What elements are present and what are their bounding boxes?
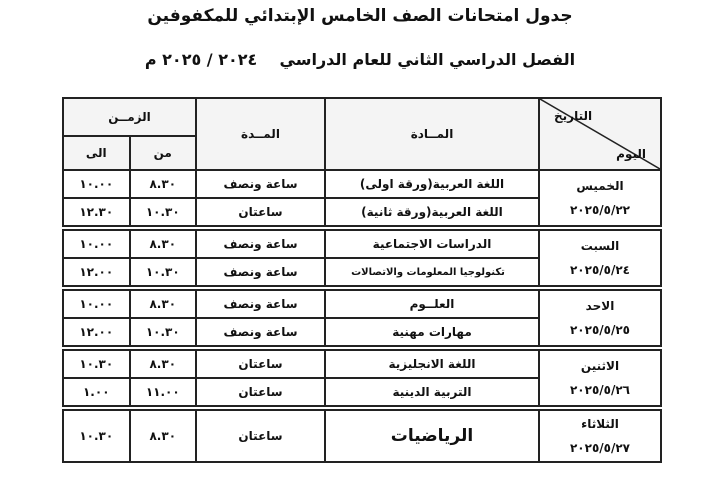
page-subtitle xyxy=(0,50,720,69)
academic-year: ٢٠٢٤ / ٢٠٢٥ م xyxy=(144,50,258,69)
from-cell: ٨.٣٠ xyxy=(130,410,197,462)
to-cell: ١٢.٠٠ xyxy=(63,258,130,286)
table-row xyxy=(63,350,661,378)
from-cell: ٨.٣٠ xyxy=(130,170,197,198)
time-header: الزمــن xyxy=(63,98,196,136)
date-header-label: التاريخ xyxy=(554,109,593,123)
from-cell: ١٠.٣٠ xyxy=(130,318,197,346)
table-row xyxy=(63,230,661,258)
duration-cell: ساعة ونصف xyxy=(196,170,325,198)
subject-cell: التربية الدينية xyxy=(325,378,539,406)
from-cell: ٨.٣٠ xyxy=(130,290,197,318)
to-header: الى xyxy=(63,136,130,170)
day-cell xyxy=(539,410,661,462)
subject-cell: اللغة الانجليزية xyxy=(325,350,539,378)
subject-cell: اللغة العربية(ورقة اولى) xyxy=(325,170,539,198)
from-cell: ٨.٣٠ xyxy=(130,230,197,258)
table-row xyxy=(63,170,661,198)
duration-cell: ساعة ونصف xyxy=(196,230,325,258)
subject-cell: مهارات مهنية xyxy=(325,318,539,346)
date-day-header xyxy=(539,98,661,170)
subject-cell: العلــوم xyxy=(325,290,539,318)
to-cell: ١٠.٠٠ xyxy=(63,230,130,258)
duration-cell: ساعتان xyxy=(196,350,325,378)
duration-cell: ساعتان xyxy=(196,410,325,462)
day-name: الاثنين xyxy=(580,359,620,373)
duration-header: المــدة xyxy=(196,98,325,170)
to-cell: ١٠.٠٠ xyxy=(63,290,130,318)
duration-cell: ساعة ونصف xyxy=(196,258,325,286)
duration-cell: ساعة ونصف xyxy=(196,290,325,318)
day-name: الثلاثاء xyxy=(581,417,619,431)
day-name: الخميس xyxy=(576,179,624,193)
exam-date: ٢٠٢٥/٥/٢٢ xyxy=(569,203,631,217)
to-cell: ١٢.٣٠ xyxy=(63,198,130,226)
from-cell: ٨.٣٠ xyxy=(130,350,197,378)
duration-cell: ساعة ونصف xyxy=(196,318,325,346)
subject-header: المــادة xyxy=(325,98,539,170)
to-cell: ١٠.٠٠ xyxy=(63,170,130,198)
day-cell xyxy=(539,170,661,226)
from-cell: ١٠.٣٠ xyxy=(130,198,197,226)
day-name: السبت xyxy=(580,239,620,253)
subject-cell: اللغة العربية(ورقة ثانية) xyxy=(325,198,539,226)
exam-schedule-table xyxy=(62,97,662,463)
exam-date: ٢٠٢٥/٥/٢٦ xyxy=(569,383,631,397)
to-cell: ١٢.٠٠ xyxy=(63,318,130,346)
to-cell: ١٠.٣٠ xyxy=(63,350,130,378)
day-cell xyxy=(539,230,661,286)
to-cell: ١٠.٣٠ xyxy=(63,410,130,462)
exam-date: ٢٠٢٥/٥/٢٧ xyxy=(569,441,631,455)
subject-cell: الدراسات الاجتماعية xyxy=(325,230,539,258)
from-header: من xyxy=(130,136,197,170)
subject-cell: تكنولوجيا المعلومات والاتصالات xyxy=(325,258,539,286)
table-row xyxy=(63,290,661,318)
to-cell: ١.٠٠ xyxy=(63,378,130,406)
subject-cell: الرياضيات xyxy=(325,410,539,462)
day-cell xyxy=(539,290,661,346)
day-name: الاحد xyxy=(585,299,615,313)
from-cell: ١١.٠٠ xyxy=(130,378,197,406)
semester-label: الفصل الدراسي الثاني للعام الدراسي xyxy=(279,50,576,69)
exam-date: ٢٠٢٥/٥/٢٥ xyxy=(569,323,631,337)
day-cell xyxy=(539,350,661,406)
page-title: جدول امتحانات الصف الخامس الإبتدائي للمكفوفين xyxy=(147,6,573,26)
exam-date: ٢٠٢٥/٥/٢٤ xyxy=(569,263,631,277)
duration-cell: ساعتان xyxy=(196,198,325,226)
duration-cell: ساعتان xyxy=(196,378,325,406)
table-row xyxy=(63,410,661,462)
day-header-label: اليوم xyxy=(616,147,646,161)
from-cell: ١٠.٣٠ xyxy=(130,258,197,286)
